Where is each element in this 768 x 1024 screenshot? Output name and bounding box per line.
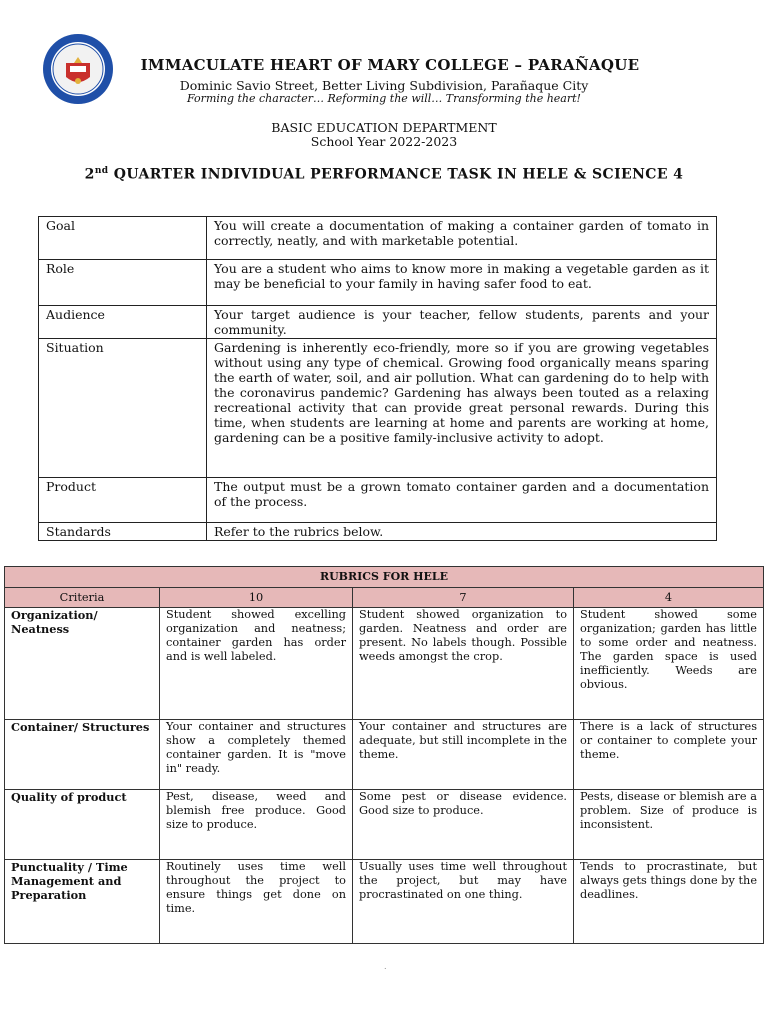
grasps-table (38, 216, 717, 541)
rubric-title-row (5, 567, 764, 588)
score-4-cell: There is a lack of structures or container to complete your theme. (574, 720, 764, 790)
score-10-cell: Student showed excelling organization and neatness; container garden has order and is well labeled. (160, 608, 353, 720)
grasps-label: Goal (39, 217, 207, 260)
criteria-cell: Organization/ Neatness (5, 608, 160, 720)
column-header: 7 (353, 588, 574, 608)
table-row (39, 339, 717, 478)
criteria-cell: Punctuality / Time Management and Preparation (5, 860, 160, 944)
table-row (5, 608, 764, 720)
grasps-label: Product (39, 478, 207, 523)
rubrics-table (4, 566, 764, 944)
score-7-cell: Student showed organization to garden. Neatness and order are present. No labels though. Possible weeds amongst the crop. (353, 608, 574, 720)
table-row (5, 790, 764, 860)
footer-mark: . (384, 962, 387, 971)
score-7-cell: Some pest or disease evidence. Good size to produce. (353, 790, 574, 860)
table-row (39, 260, 717, 306)
grasps-label: Situation (39, 339, 207, 478)
score-10-cell: Routinely uses time well throughout the project to ensure things get done on time. (160, 860, 353, 944)
score-10-cell: Your container and structures show a completely themed container garden. It is "move in" ready. (160, 720, 353, 790)
score-7-cell: Your container and structures are adequate, but still incomplete in the theme. (353, 720, 574, 790)
score-10-cell: Pest, disease, weed and blemish free produce. Good size to produce. (160, 790, 353, 860)
column-header: 10 (160, 588, 353, 608)
rubric-title: RUBRICS FOR HELE (5, 567, 764, 588)
table-row (39, 217, 717, 260)
score-7-cell: Usually uses time well throughout the project, but may have procrastinated on one thing. (353, 860, 574, 944)
school-year: School Year 2022-2023 (310, 134, 458, 149)
grasps-text: Your target audience is your teacher, fellow students, parents and your community. (207, 306, 717, 339)
grasps-text: You are a student who aims to know more in making a vegetable garden as it may be beneficial to your family in having safer food to eat. (207, 260, 717, 306)
school-name: IMMACULATE HEART OF MARY COLLEGE – PARAÑAQUE (140, 56, 640, 74)
grasps-label: Audience (39, 306, 207, 339)
school-address: Dominic Savio Street, Better Living Subdivision, Parañaque City (179, 78, 589, 93)
grasps-label: Role (39, 260, 207, 306)
title-text: QUARTER INDIVIDUAL PERFORMANCE TASK IN HELE & SCIENCE 4 (108, 166, 684, 183)
score-4-cell: Pests, disease or blemish are a problem. Size of produce is inconsistent. (574, 790, 764, 860)
grasps-text: You will create a documentation of making a container garden of tomato in correctly, neatly, and with marketable potential. (207, 217, 717, 260)
department-name: BASIC EDUCATION DEPARTMENT (271, 120, 497, 135)
page-title (0, 166, 768, 183)
table-row (39, 478, 717, 523)
grasps-text: Gardening is inherently eco-friendly, more so if you are growing vegetables without using any type of chemical. Growing food organically means sparing the earth of water, soil, and air pollution. What can gardening do to help with the coronavirus pandemic? Gardening has always been touted as a relaxing recreational activity that can provide great personal rewards. During this time, when students are learning at home and parents are working at home, gardening can be a positive family-inclusive activity to adopt. (207, 339, 717, 478)
table-row (39, 523, 717, 541)
table-row (39, 306, 717, 339)
table-row (5, 720, 764, 790)
criteria-cell: Quality of product (5, 790, 160, 860)
column-header: Criteria (5, 588, 160, 608)
title-number: 2 (84, 166, 95, 183)
criteria-cell: Container/ Structures (5, 720, 160, 790)
column-header: 4 (574, 588, 764, 608)
grasps-text: The output must be a grown tomato container garden and a documentation of the process. (207, 478, 717, 523)
rubric-header-row (5, 588, 764, 608)
score-4-cell: Tends to procrastinate, but always gets things done by the deadlines. (574, 860, 764, 944)
title-ordinal: nd (94, 166, 109, 176)
school-motto: Forming the character… Reforming the will… Transforming the heart! (187, 92, 581, 105)
grasps-text: Refer to the rubrics below. (207, 523, 717, 541)
table-row (5, 860, 764, 944)
score-4-cell: Student showed some organization; garden has little to some order and neatness. The garden space is used inefficiently. Weeds are obvious. (574, 608, 764, 720)
grasps-label: Standards (39, 523, 207, 541)
